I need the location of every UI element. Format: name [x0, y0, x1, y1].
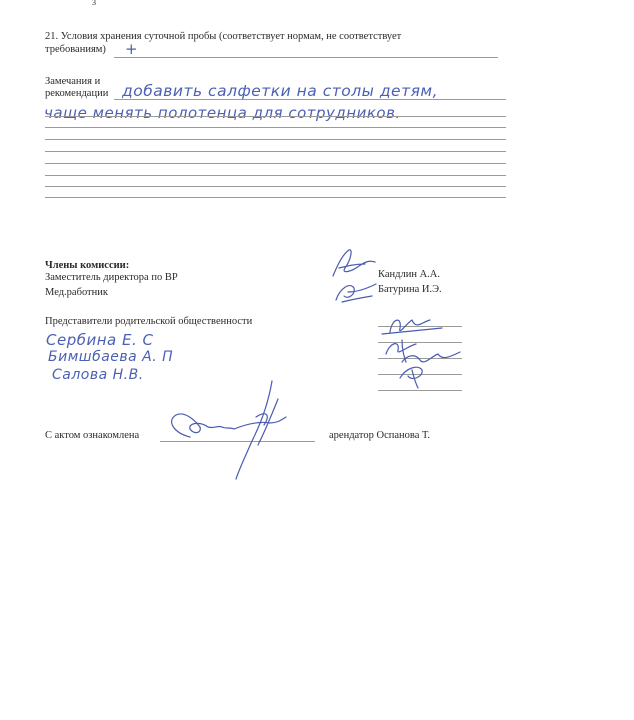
remarks-line: [45, 116, 506, 117]
item21-answer-line: [114, 57, 498, 58]
remarks-line: [45, 127, 506, 128]
page-number: 3: [92, 0, 96, 7]
remarks-handwritten-line2: чаще менять полотенца для сотрудников.: [44, 104, 401, 122]
remarks-line: [114, 99, 506, 100]
commission-member-name: Кандлин А.А.: [378, 269, 441, 280]
remarks-line: [45, 197, 506, 198]
remarks-label-line1: Замечания и: [45, 76, 101, 87]
remarks-line: [45, 151, 506, 152]
parent-signatures: [372, 310, 472, 400]
acknowledgement-label: С актом ознакомлена: [45, 430, 140, 441]
item21-handwritten-answer: +: [125, 40, 139, 58]
remarks-label-line2: рекомендации: [45, 88, 109, 99]
parent-handwritten-name: Салова Н.В.: [52, 367, 144, 383]
commission-member-role: Заместитель директора по ВР: [45, 272, 178, 283]
parent-handwritten-name: Сербина Е. С: [46, 331, 154, 349]
remarks-handwritten-line1: добавить салфетки на столы детям,: [122, 82, 439, 100]
item21-text-line1: 21. Условия хранения суточной пробы (соответствует нормам, не соответствует: [45, 31, 402, 42]
tenant-signature: [160, 375, 300, 485]
parents-label: Представители родительской общественности: [45, 316, 253, 327]
commission-member-name: Батурина И.Э.: [378, 284, 442, 295]
remarks-line: [45, 163, 506, 164]
item21-text-line2: требованиям): [45, 44, 106, 55]
commission-heading: Члены комиссии:: [45, 260, 130, 271]
signature-med-worker: [330, 278, 382, 308]
acknowledgement-tenant: арендатор Оспанова Т.: [329, 430, 430, 441]
parent-handwritten-name: Бимшбаева А. П: [48, 349, 174, 365]
remarks-line: [45, 175, 506, 176]
remarks-line: [45, 139, 506, 140]
remarks-line: [45, 186, 506, 187]
commission-member-role: Мед.работник: [45, 287, 108, 298]
